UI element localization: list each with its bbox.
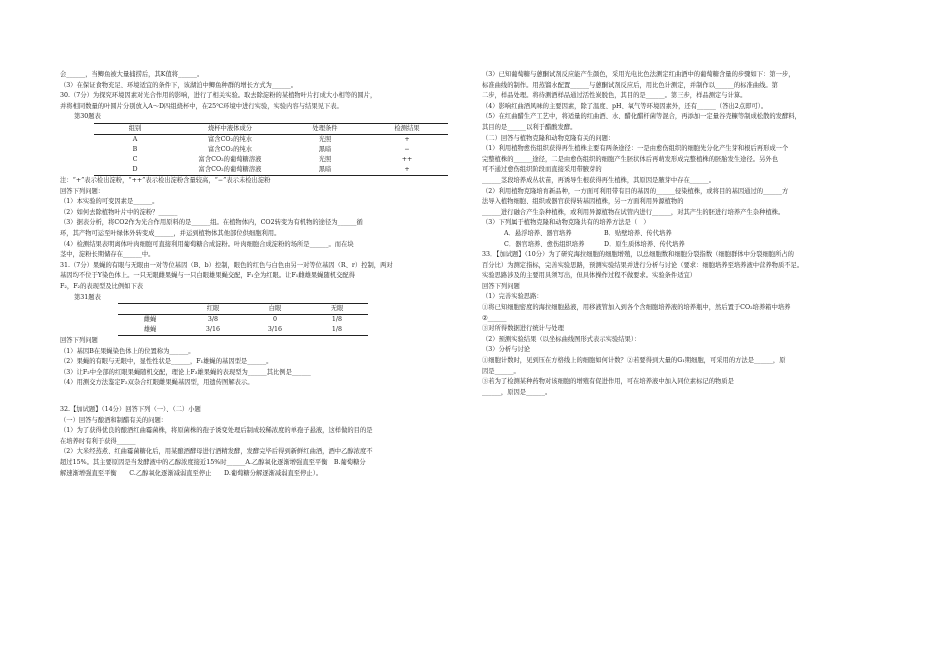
table-caption: 第31题表 — [74, 293, 101, 301]
spacer — [60, 389, 460, 397]
text-line: 32.【加试题】（14分）回答下列（一）、（二）小题 — [60, 406, 201, 414]
table-cell: 光照 — [318, 135, 332, 143]
question-31 — [60, 261, 460, 389]
text-line: （二）回答与植物克隆和动物克隆有关的问题： — [482, 134, 615, 142]
option-row — [482, 229, 882, 240]
text-line: 二步，样品处理。将待测酒样品通过活性炭脱色，其目的是______。第三步，样品测定与计算。 — [482, 92, 747, 100]
text-line: ③对所得数据进行统计与处理 — [482, 325, 564, 333]
text-line: （一）回答与酿酒和制醋有关的问题： — [60, 416, 168, 424]
text-line: （3）已知葡萄糖与蒽酮试剂反应能产生颜色，采用光电比色法测定红曲酒中的葡萄糖含量的步骤如下：第一步， — [482, 71, 795, 78]
table-cell: + — [366, 165, 448, 176]
table-row — [94, 134, 448, 145]
option-a: A．悬浮培养、器官培养 — [504, 229, 572, 237]
table-cell: 雌蝇 — [143, 316, 157, 324]
question-32-continued — [482, 70, 882, 250]
option-row — [482, 240, 882, 251]
text-line: （3）让F₂中全部的红眼果蝇随机交配，理论上F₃雄果蝇的表现型为______其比例是______ — [60, 368, 311, 376]
text-line: ②______ — [482, 314, 507, 322]
spacer — [60, 397, 460, 405]
table-header-cell: 白眼 — [244, 304, 306, 315]
text-line: 30.（7分）为探究环境因素对光合作用的影响，进行了相关实验。取去除淀粉的某植物叶片打成大小相等的圆片， — [60, 92, 377, 100]
question-30 — [60, 91, 460, 261]
option-b: B．贴壁培养、传代培养 — [604, 229, 672, 237]
table-cell: 光照 — [318, 155, 332, 163]
table-cell: − — [404, 145, 410, 153]
text-line: （5）在红曲醋生产工艺中，将适量的红曲酒、水、醋化醋杆菌等混合，再添加一定量谷壳糠等制成松散的发酵料， — [482, 113, 801, 121]
text-line: ③若为了检测某种药物对该细胞的增殖有促进作用，可在培养液中加入同位素标记的物质是 — [482, 378, 734, 386]
text-line: 环，其产物可运至叶绿体外转变成______，并运到植物体其他部位供细胞利用。 — [60, 229, 281, 237]
text-line: 31.（7分）果蝇的有眼与无眼由一对等位基因（B、b）控制，眼色的红色与白色由另一对等位基因（R、r）控制，两对 — [60, 261, 393, 269]
question-32 — [60, 405, 460, 479]
text-line: 百分比）为测定指标，完善实验思路，预测实验结果并进行分析与讨论（要求：细胞培养至培养液中营养物质不足。 — [482, 261, 804, 269]
text-line: 33．【加试题】（10分）为了研究海拉细胞的细胞增殖，以总细胞数和细胞分裂指数（细胞群体中分裂细胞所占的 — [482, 251, 794, 259]
table-cell: A — [132, 135, 138, 143]
text-line: 茎中，淀粉长期储存在______中。 — [60, 251, 155, 259]
text-line: 因是______。 — [482, 367, 520, 375]
text-line: （1）本实验的可变因素是______。 — [60, 198, 159, 206]
table-cell: 富含CO₂的纯水 — [208, 135, 252, 143]
text-line: ______茎段培养成丛状苗，再诱导生根获得再生植株，其原因是腋芽中存在______。 — [482, 176, 715, 184]
text-line: （1）完善实验思路： — [482, 293, 543, 301]
table-cell: 1/8 — [331, 316, 343, 324]
table-cell: 1/8 — [306, 325, 368, 336]
text-line: （3）据表分析，将CO2作为光合作用原料的是______组。在植物体内，CO2转变为有机物的途径为______循 — [60, 219, 363, 227]
table-cell: 富含CO₂的纯水 — [208, 145, 252, 153]
text-line: （1）利用植物愈伤组织获得再生植株主要有两条途径：一是由愈伤组织的细胞先分化产生芽和根后再形成一个 — [482, 145, 789, 153]
table-header-cell: 无眼 — [306, 304, 368, 315]
table-cell: 雄蝇 — [118, 325, 182, 336]
text-line: （3）分析与讨论 — [482, 346, 531, 354]
table-cell: 0 — [272, 316, 277, 324]
text-line: 完整植株的______途径，二是由愈伤组织的细胞产生胚状体后再萌发形成完整植株的胚胎发生途径。另外也 — [482, 155, 778, 163]
text-line: 标准曲线的制作。用蒸馏水配置______与蒽酮试剂反应后，用比色计测定，并制作以______的标准曲线。第 — [482, 81, 778, 89]
table-cell: B — [132, 145, 138, 153]
text-line: F₂，F₂的表现型及比例如下表 — [60, 282, 144, 290]
text-line: 基因均不位于Y染色体上。一只无眼雌果蝇与一只白眼雄果蝇交配，F₁全为红眼。让F₁雌雄果蝇随机交配得 — [60, 272, 356, 280]
table-header-cell: 红眼 — [182, 304, 244, 315]
table-cell: 3/8 — [207, 316, 219, 324]
table-header-cell — [118, 304, 182, 315]
table-cell: 黑暗 — [284, 165, 366, 176]
text-line: 会______，当鲫鱼被大量捕捞后，其K值将______。 — [60, 71, 204, 78]
text-line: ______进行融合产生杂种植株，或利用异源植物在试管内进行______，对其产生的胚进行培养产生杂种植株。 — [482, 208, 785, 216]
q31-table — [118, 303, 368, 336]
table-cell: 3/16 — [182, 325, 244, 336]
table-row — [94, 165, 448, 176]
text-line: 并将相同数量的叶圆片分别放入A～D四组烧杯中，在25℃环境中进行实验，实验内容与结果见下表。 — [60, 102, 343, 110]
table-row — [118, 315, 368, 326]
text-line: ______，原因是______。 — [482, 388, 552, 396]
table-row — [94, 155, 448, 165]
option-c: C．器官培养、愈伤组织培养 — [504, 240, 585, 248]
text-line: ①细胞计数时，见到压在方格线上的细胞如何计数？②若要得到大量的G₁期细胞，可采用的方法是______，原 — [482, 357, 786, 365]
table-header-row — [94, 123, 448, 134]
table-cell: 黑暗 — [318, 145, 332, 153]
text-line: 实验思路涉及的主要用具须写出，但具体操作过程不做要求。实验条件适宜） — [482, 272, 697, 280]
text-line: （4）影响红曲酒风味的主要因素，除了温度、pH、氧气等环境因素外，还有______（答出2点即可）。 — [482, 102, 768, 110]
table-note: 注：“+”表示检出淀粉，“++”表示检出淀粉含量较高，“−”表示未检出淀粉 — [60, 176, 271, 184]
text-line: 在培养时有利于获得______ — [60, 437, 136, 445]
text-line: （3）下列属于植物克隆和动物克隆共有的培养方法是（ ） — [482, 219, 650, 227]
table-caption: 第30题表 — [74, 113, 101, 121]
text-line: 回答下列问题 — [482, 282, 520, 290]
text-line: 其目的是______以利于醋酸发酵。 — [482, 123, 577, 131]
q29-tail — [60, 70, 460, 91]
text-line: （2）如何去除植物叶片中的淀粉？______ — [60, 208, 178, 216]
table-cell: D — [94, 165, 176, 176]
text-line: （2）大米经蒸煮、红曲霉菌糖化后，用某酿酒酵母进行酒精发酵，发酵完毕后得到新鲜红曲酒，酒中乙醇浓度不 — [60, 448, 373, 456]
table-header-row — [118, 304, 368, 315]
table-cell: ++ — [401, 155, 413, 163]
text-line: 解速渐增强直至平衡 C.乙醇氧化逐渐减弱直至停止 D.葡萄糖分解逐渐减弱直至停止）。 — [60, 469, 323, 477]
table-cell: C — [132, 155, 138, 163]
table-row — [118, 325, 368, 336]
table-header-cell: 检测结果 — [366, 123, 448, 134]
table-header-cell: 烧杯中液体成分 — [176, 123, 284, 134]
right-column — [482, 70, 882, 398]
text-line: 法导入植物细胞、组织或器官获得转基因植株，另一方面利用异源植物的 — [482, 198, 684, 206]
text-line: （3）在保证食物充足、环境适宜的条件下，该湖泊中鲫鱼种群的增长方式为______。 — [60, 81, 297, 89]
table-cell: 富含CO₂的葡萄糖溶液 — [198, 155, 262, 163]
question-33 — [482, 250, 882, 398]
left-column — [60, 70, 460, 479]
table-header-cell: 组别 — [94, 123, 176, 134]
text-line: （4）用测交方法鉴定F₂双杂合红眼雌果蝇基因型，用遗传图解表示。 — [60, 379, 254, 387]
text-line: 超过15%。其主要原因是当发酵液中的乙醇浓度接近15%时______A.乙醇氧化逐渐增强直至平衡 B.葡萄糖分 — [60, 459, 366, 467]
text-line: （2）利用植物克隆培育新品种，一方面可利用带有目的基因的______侵染植株，或将目的基因通过的______方 — [482, 187, 789, 195]
q30-table — [94, 123, 448, 176]
text-line: （1）为了获得优良的酿酒红曲霉菌株，将原菌株的孢子诱变处理后制成较稀浓度的单孢子悬液，这样做的目的是 — [60, 427, 373, 435]
text-line: （2）果蝇的有眼与无眼中，显性性状是______，F₁雄蝇的基因型是______。 — [60, 358, 273, 366]
table-cell: 3/16 — [244, 325, 306, 336]
text-line: （2）预测实验结果（以坐标曲线图形式表示实验结果）： — [482, 335, 641, 343]
table-row — [94, 145, 448, 155]
table-header-cell: 处理条件 — [284, 123, 366, 134]
table-cell: 富含CO₂的葡萄糖溶液 — [176, 165, 284, 176]
text-line: 回答下列问题： — [60, 187, 105, 195]
text-line: ①将已知细胞密度的海拉细胞悬液，用移液管加入到各个含细胞培养液的培养瓶中，然后置于CO₂培养箱中培养 — [482, 304, 791, 312]
text-line: 回答下列问题 — [60, 337, 98, 345]
text-line: （1）基因B在果蝇染色体上的位置称为______。 — [60, 347, 195, 355]
option-d: D．原生质体培养、传代培养 — [604, 240, 685, 248]
text-line: （4）检测结果表明离体叶肉细胞可直接利用葡萄糖合成淀粉。叶肉细胞合成淀粉的场所是______。而在块 — [60, 240, 354, 248]
text-line: 可不通过愈伤组织阶段而直接采用带腋芽的 — [482, 166, 602, 174]
table-cell: + — [404, 135, 410, 143]
